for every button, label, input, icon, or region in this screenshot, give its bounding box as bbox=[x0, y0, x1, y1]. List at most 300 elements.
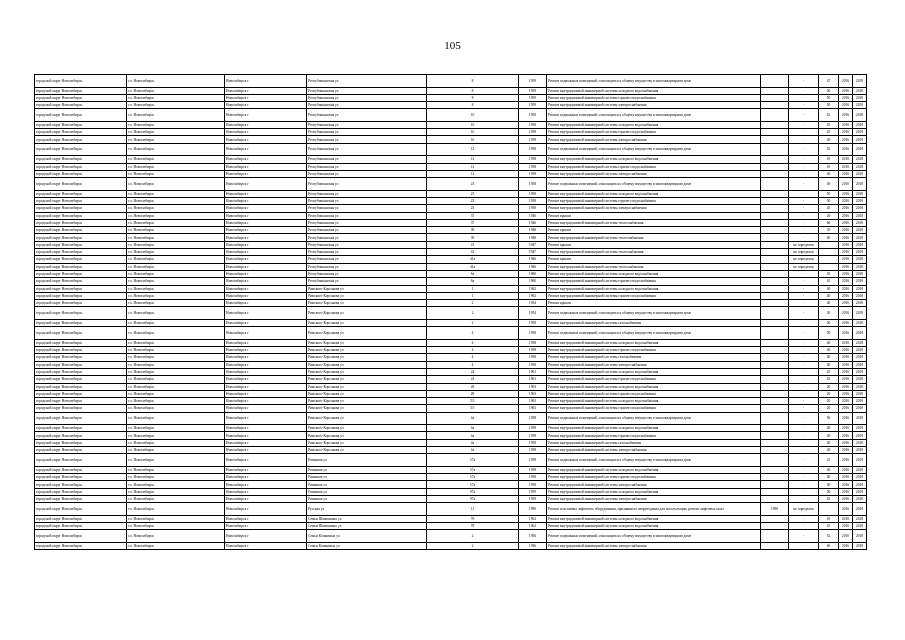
cell-street: Римского-Корсакова ул bbox=[307, 447, 427, 454]
cell-house: 6а bbox=[427, 270, 519, 277]
cell-okrug: городской округ Новосибирск bbox=[35, 488, 127, 495]
table-row bbox=[35, 398, 867, 405]
cell-year: 1958 bbox=[519, 361, 547, 368]
table-row bbox=[35, 432, 867, 439]
cell-y2: 2018 bbox=[853, 368, 867, 375]
table-row bbox=[35, 163, 867, 170]
cell-w2 bbox=[761, 219, 789, 226]
cell-work: Ремонт внутридомовой инженерной системы электроснабжения bbox=[547, 481, 761, 488]
cell-work: Ремонт внутридомовой инженерной системы холодного водоснабжения bbox=[547, 156, 761, 163]
cell-street: Романова ул bbox=[307, 474, 427, 481]
table-row bbox=[35, 285, 867, 292]
table-row bbox=[35, 234, 867, 241]
cell-year: 1958 bbox=[519, 136, 547, 143]
cell-w2 bbox=[761, 256, 789, 263]
cell-house: 78 bbox=[427, 523, 519, 530]
cell-w2 bbox=[761, 447, 789, 454]
cell-w2 bbox=[761, 212, 789, 219]
cell-street: Республиканская ул bbox=[307, 75, 427, 88]
cell-house: 8 bbox=[427, 102, 519, 109]
cell-house: 23 bbox=[427, 178, 519, 191]
cell-n: 40 bbox=[819, 474, 839, 481]
cell-y2: 2018 bbox=[853, 347, 867, 354]
cell-mo: г.о. Новосибирск bbox=[127, 227, 225, 234]
cell-n: 40 bbox=[819, 432, 839, 439]
cell-y1: 2016 bbox=[839, 454, 853, 467]
cell-year: 1958 bbox=[519, 432, 547, 439]
cell-city: Новосибирск г bbox=[225, 227, 307, 234]
cell-year: 1990 bbox=[519, 503, 547, 516]
cell-cost: - bbox=[789, 327, 819, 340]
cell-work: Ремонт внутридомовой инженерной системы горячего водоснабжения bbox=[547, 432, 761, 439]
cell-street: Семьи Кошкиных ул bbox=[307, 542, 427, 549]
cell-year: 1958 bbox=[519, 481, 547, 488]
cell-work: Ремонт внутридомовой инженерной системы холодного водоснабжения bbox=[547, 425, 761, 432]
cell-okrug: городской округ Новосибирск bbox=[35, 412, 127, 425]
cell-mo: г.о. Новосибирск bbox=[127, 102, 225, 109]
cell-mo: г.о. Новосибирск bbox=[127, 234, 225, 241]
cell-city: Новосибирск г bbox=[225, 263, 307, 270]
cell-y1: 2016 bbox=[839, 354, 853, 361]
cell-y2: 2018 bbox=[853, 481, 867, 488]
cell-house: 23 bbox=[427, 197, 519, 204]
cell-year: 1958 bbox=[519, 454, 547, 467]
page-number: 105 bbox=[444, 40, 461, 52]
cell-mo: г.о. Новосибирск bbox=[127, 75, 225, 88]
cell-y1: 2016 bbox=[839, 300, 853, 307]
cell-work: Ремонт внутридомовой инженерной системы теплоснабжения bbox=[547, 234, 761, 241]
cell-cost: не определен bbox=[789, 503, 819, 516]
cell-cost: - bbox=[789, 285, 819, 292]
cell-street: Семьи Шамшиных ул bbox=[307, 523, 427, 530]
cell-mo: г.о. Новосибирск bbox=[127, 129, 225, 136]
cell-work: Ремонт внутридомовой инженерной системы холодного водоснабжения bbox=[547, 121, 761, 128]
cell-w2 bbox=[761, 234, 789, 241]
cell-year: 1948 bbox=[519, 227, 547, 234]
cell-city: Новосибирск г bbox=[225, 542, 307, 549]
cell-w2 bbox=[761, 523, 789, 530]
cell-work: Ремонт крыши bbox=[547, 241, 761, 248]
cell-mo: г.о. Новосибирск bbox=[127, 109, 225, 122]
cell-year: 1958 bbox=[519, 354, 547, 361]
cell-city: Новосибирск г bbox=[225, 474, 307, 481]
cell-n: 40 bbox=[819, 292, 839, 299]
cell-okrug: городской округ Новосибирск bbox=[35, 212, 127, 219]
cell-year: 1961 bbox=[519, 368, 547, 375]
cell-cost: - bbox=[789, 212, 819, 219]
cell-w2 bbox=[761, 197, 789, 204]
cell-house: 5/1 bbox=[427, 398, 519, 405]
table-row bbox=[35, 75, 867, 88]
cell-city: Новосибирск г bbox=[225, 319, 307, 326]
cell-n: 45 bbox=[819, 270, 839, 277]
cell-work: Ремонт внутридомовой инженерной системы горячего водоснабжения bbox=[547, 292, 761, 299]
cell-w2 bbox=[761, 432, 789, 439]
cell-w2 bbox=[761, 190, 789, 197]
cell-n: 50 bbox=[819, 327, 839, 340]
cell-street: Республиканская ул bbox=[307, 241, 427, 248]
cell-mo: г.о. Новосибирск bbox=[127, 542, 225, 549]
cell-y2: 2018 bbox=[853, 163, 867, 170]
cell-n: 45 bbox=[819, 523, 839, 530]
cell-w2 bbox=[761, 109, 789, 122]
cell-city: Новосибирск г bbox=[225, 285, 307, 292]
cell-city: Новосибирск г bbox=[225, 163, 307, 170]
cell-w2 bbox=[761, 129, 789, 136]
cell-city: Новосибирск г bbox=[225, 94, 307, 101]
cell-year: 1958 bbox=[519, 439, 547, 446]
table-row bbox=[35, 383, 867, 390]
cell-year: 1958 bbox=[519, 190, 547, 197]
cell-city: Новосибирск г bbox=[225, 361, 307, 368]
cell-w2 bbox=[761, 292, 789, 299]
cell-y2: 2018 bbox=[853, 405, 867, 412]
cell-cost: - bbox=[789, 234, 819, 241]
cell-street: Семьи Кошкиных ул bbox=[307, 530, 427, 543]
cell-y1: 2016 bbox=[839, 163, 853, 170]
cell-n: 43 bbox=[819, 143, 839, 156]
cell-street: Республиканская ул bbox=[307, 190, 427, 197]
cell-y2: 2018 bbox=[853, 270, 867, 277]
cell-street: Республиканская ул bbox=[307, 87, 427, 94]
cell-house: 6а bbox=[427, 278, 519, 285]
cell-mo: г.о. Новосибирск bbox=[127, 523, 225, 530]
cell-mo: г.о. Новосибирск bbox=[127, 178, 225, 191]
cell-work: Ремонт внутридомовой инженерной системы горячего водоснабжения bbox=[547, 197, 761, 204]
cell-year: 1958 bbox=[519, 412, 547, 425]
cell-y2: 2018 bbox=[853, 361, 867, 368]
cell-okrug: городской округ Новосибирск bbox=[35, 87, 127, 94]
cell-house: 4а bbox=[427, 439, 519, 446]
cell-w2 bbox=[761, 361, 789, 368]
cell-cost: не определен bbox=[789, 249, 819, 256]
cell-y1: 2016 bbox=[839, 523, 853, 530]
cell-n: 41 bbox=[819, 454, 839, 467]
cell-okrug: городской округ Новосибирск bbox=[35, 94, 127, 101]
cell-house: 12 bbox=[427, 163, 519, 170]
cell-house: 10 bbox=[427, 129, 519, 136]
cell-cost: - bbox=[789, 178, 819, 191]
cell-n: 49 bbox=[819, 178, 839, 191]
table-row bbox=[35, 156, 867, 163]
cell-street: Римского-Корсакова ул bbox=[307, 339, 427, 346]
cell-mo: г.о. Новосибирск bbox=[127, 197, 225, 204]
cell-cost: - bbox=[789, 496, 819, 503]
cell-cost: - bbox=[789, 354, 819, 361]
cell-y1: 2016 bbox=[839, 466, 853, 473]
cell-okrug: городской округ Новосибирск bbox=[35, 405, 127, 412]
cell-okrug: городской округ Новосибирск bbox=[35, 542, 127, 549]
cell-street: Республиканская ул bbox=[307, 227, 427, 234]
cell-cost: - bbox=[789, 523, 819, 530]
cell-street: Республиканская ул bbox=[307, 136, 427, 143]
cell-city: Новосибирск г bbox=[225, 292, 307, 299]
cell-w2 bbox=[761, 425, 789, 432]
cell-n: 50 bbox=[819, 488, 839, 495]
cell-n: 40 bbox=[819, 347, 839, 354]
cell-okrug: городской округ Новосибирск bbox=[35, 109, 127, 122]
cell-mo: г.о. Новосибирск bbox=[127, 156, 225, 163]
cell-work: Ремонт внутридомовой инженерной системы горячего водоснабжения bbox=[547, 390, 761, 397]
cell-y1: 2016 bbox=[839, 530, 853, 543]
cell-y1: 2016 bbox=[839, 361, 853, 368]
cell-n: 45 bbox=[819, 121, 839, 128]
cell-y2: 2018 bbox=[853, 327, 867, 340]
cell-n: 45 bbox=[819, 129, 839, 136]
cell-y1: 2016 bbox=[839, 474, 853, 481]
cell-n: 50 bbox=[819, 197, 839, 204]
cell-mo: г.о. Новосибирск bbox=[127, 503, 225, 516]
cell-cost: - bbox=[789, 383, 819, 390]
cell-cost: - bbox=[789, 129, 819, 136]
cell-y1: 2016 bbox=[839, 542, 853, 549]
cell-okrug: городской округ Новосибирск bbox=[35, 454, 127, 467]
cell-cost: - bbox=[789, 368, 819, 375]
cell-work: Ремонт подвальных помещений, относящихся к общему имуществу в многоквартирном доме bbox=[547, 143, 761, 156]
cell-okrug: городской округ Новосибирск bbox=[35, 347, 127, 354]
cell-y2: 2018 bbox=[853, 292, 867, 299]
cell-w2 bbox=[761, 398, 789, 405]
cell-year: 1962 bbox=[519, 292, 547, 299]
cell-year: 1958 bbox=[519, 170, 547, 177]
table-row bbox=[35, 278, 867, 285]
cell-street: Романова ул bbox=[307, 454, 427, 467]
table-row bbox=[35, 87, 867, 94]
cell-cost: - bbox=[789, 227, 819, 234]
cell-street: Республиканская ул bbox=[307, 249, 427, 256]
table-row bbox=[35, 515, 867, 522]
cell-mo: г.о. Новосибирск bbox=[127, 327, 225, 340]
table-row bbox=[35, 405, 867, 412]
cell-y1: 2016 bbox=[839, 205, 853, 212]
cell-city: Новосибирск г bbox=[225, 327, 307, 340]
cell-cost: - bbox=[789, 270, 819, 277]
cell-n: 40 bbox=[819, 361, 839, 368]
cell-mo: г.о. Новосибирск bbox=[127, 163, 225, 170]
cell-cost: - bbox=[789, 121, 819, 128]
cell-work: Ремонт внутридомовой инженерной системы горячего водоснабжения bbox=[547, 405, 761, 412]
cell-mo: г.о. Новосибирск bbox=[127, 474, 225, 481]
cell-w2 bbox=[761, 339, 789, 346]
cell-okrug: городской округ Новосибирск bbox=[35, 241, 127, 248]
cell-year: 1958 bbox=[519, 319, 547, 326]
cell-year: 1963 bbox=[519, 405, 547, 412]
cell-street: Республиканская ул bbox=[307, 212, 427, 219]
cell-y1: 2016 bbox=[839, 94, 853, 101]
cell-okrug: городской округ Новосибирск bbox=[35, 163, 127, 170]
table-row bbox=[35, 263, 867, 270]
cell-year: 1959 bbox=[519, 488, 547, 495]
cell-city: Новосибирск г bbox=[225, 488, 307, 495]
cell-street: Римского-Корсакова ул bbox=[307, 398, 427, 405]
cell-okrug: городской округ Новосибирск bbox=[35, 136, 127, 143]
cell-okrug: городской округ Новосибирск bbox=[35, 227, 127, 234]
cell-street: Республиканская ул bbox=[307, 102, 427, 109]
cell-y2: 2018 bbox=[853, 227, 867, 234]
cell-work: Ремонт внутридомовой инженерной системы холодного водоснабжения bbox=[547, 285, 761, 292]
cell-y2: 2018 bbox=[853, 285, 867, 292]
cell-house: 41 bbox=[427, 249, 519, 256]
cell-work: Ремонт внутридомовой инженерной системы горячего водоснабжения bbox=[547, 376, 761, 383]
cell-house: 4а bbox=[427, 425, 519, 432]
cell-w2 bbox=[761, 383, 789, 390]
cell-n: 20 bbox=[819, 212, 839, 219]
cell-okrug: городской округ Новосибирск bbox=[35, 197, 127, 204]
table-row bbox=[35, 466, 867, 473]
cell-house: 4а bbox=[427, 447, 519, 454]
cell-year: 1946 bbox=[519, 263, 547, 270]
cell-work: Ремонт подвальных помещений, относящихся к общему имуществу в многоквартирном доме bbox=[547, 109, 761, 122]
cell-n: 60 bbox=[819, 542, 839, 549]
cell-n: 35 bbox=[819, 227, 839, 234]
cell-y2: 2018 bbox=[853, 109, 867, 122]
cell-mo: г.о. Новосибирск bbox=[127, 488, 225, 495]
cell-house: 1 bbox=[427, 292, 519, 299]
cell-year: 1959 bbox=[519, 94, 547, 101]
cell-n: 45 bbox=[819, 515, 839, 522]
cell-w2 bbox=[761, 263, 789, 270]
cell-mo: г.о. Новосибирск bbox=[127, 425, 225, 432]
cell-y2: 2018 bbox=[853, 466, 867, 473]
cell-okrug: городской округ Новосибирск bbox=[35, 219, 127, 226]
cell-w2 bbox=[761, 227, 789, 234]
cell-street: Римского-Корсакова ул bbox=[307, 285, 427, 292]
cell-y2: 2018 bbox=[853, 178, 867, 191]
cell-year: 1948 bbox=[519, 234, 547, 241]
cell-y1: 2016 bbox=[839, 398, 853, 405]
cell-mo: г.о. Новосибирск bbox=[127, 361, 225, 368]
cell-n: 40 bbox=[819, 481, 839, 488]
table-row bbox=[35, 327, 867, 340]
cell-y1: 2016 bbox=[839, 368, 853, 375]
cell-city: Новосибирск г bbox=[225, 102, 307, 109]
cell-cost: - bbox=[789, 405, 819, 412]
cell-work: Ремонт подвальных помещений, относящихся к общему имуществу в многоквартирном доме bbox=[547, 75, 761, 88]
cell-house: 37 bbox=[427, 219, 519, 226]
cell-w2 bbox=[761, 327, 789, 340]
cell-year: 1958 bbox=[519, 327, 547, 340]
table-row bbox=[35, 197, 867, 204]
cell-y2: 2018 bbox=[853, 515, 867, 522]
cell-w2 bbox=[761, 87, 789, 94]
cell-n: 43 bbox=[819, 109, 839, 122]
table-row bbox=[35, 136, 867, 143]
cell-y2: 2018 bbox=[853, 156, 867, 163]
cell-house: 23 bbox=[427, 190, 519, 197]
cell-n: 40 bbox=[819, 354, 839, 361]
cell-cost: - bbox=[789, 530, 819, 543]
cell-y1: 2016 bbox=[839, 234, 853, 241]
cell-n: 20 bbox=[819, 390, 839, 397]
cell-house: 4 bbox=[427, 339, 519, 346]
cell-w2 bbox=[761, 249, 789, 256]
cell-city: Новосибирск г bbox=[225, 249, 307, 256]
cell-n: 50 bbox=[819, 319, 839, 326]
cell-house: 10 bbox=[427, 121, 519, 128]
cell-okrug: городской округ Новосибирск bbox=[35, 523, 127, 530]
cell-cost: - bbox=[789, 143, 819, 156]
cell-okrug: городской округ Новосибирск bbox=[35, 339, 127, 346]
cell-y2: 2018 bbox=[853, 94, 867, 101]
cell-y1: 2016 bbox=[839, 263, 853, 270]
cell-y2: 2018 bbox=[853, 170, 867, 177]
cell-work: Ремонт внутридомовой инженерной системы теплоснабжения bbox=[547, 219, 761, 226]
cell-n: 40 bbox=[819, 339, 839, 346]
cell-y2: 2018 bbox=[853, 390, 867, 397]
cell-year: 1954 bbox=[519, 307, 547, 320]
cell-house: 41 bbox=[427, 241, 519, 248]
cell-y1: 2016 bbox=[839, 212, 853, 219]
cell-y1: 2016 bbox=[839, 319, 853, 326]
cell-work: Ремонт подвальных помещений, относящихся к общему имуществу в многоквартирном доме bbox=[547, 178, 761, 191]
cell-n: 40 bbox=[819, 170, 839, 177]
cell-city: Новосибирск г bbox=[225, 354, 307, 361]
cell-w2 bbox=[761, 300, 789, 307]
cell-okrug: городской округ Новосибирск bbox=[35, 256, 127, 263]
cell-y1: 2016 bbox=[839, 447, 853, 454]
cell-year: 1963 bbox=[519, 398, 547, 405]
table-row bbox=[35, 376, 867, 383]
cell-w2 bbox=[761, 412, 789, 425]
cell-n: 40 bbox=[819, 425, 839, 432]
cell-y1: 2016 bbox=[839, 241, 853, 248]
cell-work: Ремонт внутридомовой инженерной системы горячего водоснабжения bbox=[547, 94, 761, 101]
cell-year: 1963 bbox=[519, 390, 547, 397]
cell-y2: 2018 bbox=[853, 439, 867, 446]
cell-w2 bbox=[761, 542, 789, 549]
cell-year: 1958 bbox=[519, 339, 547, 346]
cell-street: Римского-Корсакова ул bbox=[307, 354, 427, 361]
cell-year: 1958 bbox=[519, 425, 547, 432]
cell-city: Новосибирск г bbox=[225, 136, 307, 143]
cell-cost: - bbox=[789, 390, 819, 397]
cell-mo: г.о. Новосибирск bbox=[127, 354, 225, 361]
cell-mo: г.о. Новосибирск bbox=[127, 256, 225, 263]
cell-n: 40 bbox=[819, 285, 839, 292]
cell-y1: 2016 bbox=[839, 376, 853, 383]
cell-y1: 2016 bbox=[839, 292, 853, 299]
cell-city: Новосибирск г bbox=[225, 503, 307, 516]
cell-work: Ремонт внутридомовой инженерной системы электроснабжения bbox=[547, 102, 761, 109]
cell-house: 57а bbox=[427, 454, 519, 467]
cell-work: Ремонт внутридомовой инженерной системы электроснабжения bbox=[547, 170, 761, 177]
cell-work: Ремонт подвальных помещений, относящихся к общему имуществу в многоквартирном доме bbox=[547, 412, 761, 425]
cell-y2: 2018 bbox=[853, 383, 867, 390]
cell-street: Республиканская ул bbox=[307, 205, 427, 212]
cell-year: 1946 bbox=[519, 212, 547, 219]
cell-street: Республиканская ул bbox=[307, 278, 427, 285]
cell-house: 10 bbox=[427, 136, 519, 143]
cell-city: Новосибирск г bbox=[225, 129, 307, 136]
cell-year: 1959 bbox=[519, 102, 547, 109]
cell-n: 30 bbox=[819, 307, 839, 320]
cell-mo: г.о. Новосибирск bbox=[127, 219, 225, 226]
cell-street: Республиканская ул bbox=[307, 270, 427, 277]
cell-street: Семьи Шамшиных ул bbox=[307, 515, 427, 522]
cell-cost: - bbox=[789, 454, 819, 467]
cell-house: 28 bbox=[427, 390, 519, 397]
cell-house: 8 bbox=[427, 75, 519, 88]
cell-work: Ремонт внутридомовой инженерной системы холодного водоснабжения bbox=[547, 488, 761, 495]
table-row bbox=[35, 496, 867, 503]
table-row bbox=[35, 256, 867, 263]
cell-w2 bbox=[761, 170, 789, 177]
cell-mo: г.о. Новосибирск bbox=[127, 439, 225, 446]
cell-work: Ремонт внутридомовой инженерной системы горячего водоснабжения bbox=[547, 278, 761, 285]
cell-y2: 2018 bbox=[853, 503, 867, 516]
cell-cost: - bbox=[789, 170, 819, 177]
cell-year: 1946 bbox=[519, 256, 547, 263]
